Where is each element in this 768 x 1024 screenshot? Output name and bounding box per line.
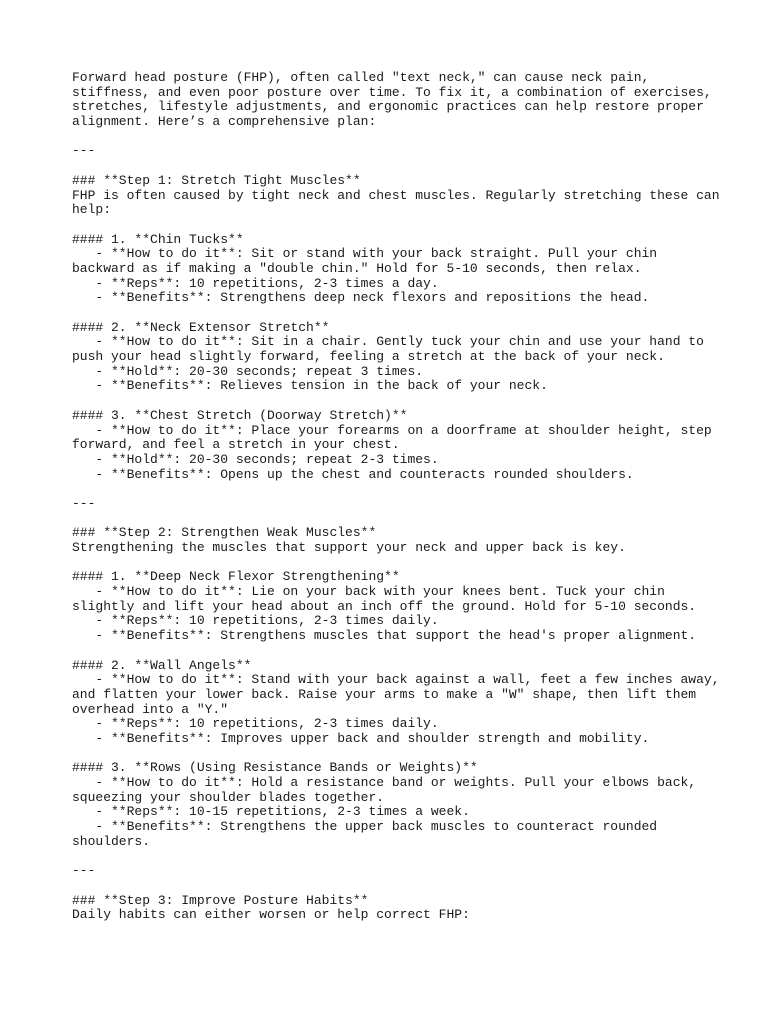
- body-text-line: stretches, lifestyle adjustments, and ergonomic practices can help restore proper: [72, 99, 704, 115]
- blank-line: [72, 644, 712, 659]
- body-text-line: push your head slightly forward, feeling a stretch at the back of your neck.: [72, 349, 665, 365]
- body-text-line: and flatten your lower back. Raise your arms to make a "W" shape, then lift them: [72, 686, 697, 702]
- blank-line: [72, 394, 712, 409]
- body-text-line: overhead into a "Y.": [72, 701, 229, 717]
- bullet-line: - **Benefits**: Strengthens deep neck flexors and repositions the head.: [72, 290, 650, 306]
- subheading-line: #### 3. **Rows (Using Resistance Bands or Weights)**: [72, 760, 478, 776]
- horizontal-rule: ---: [72, 863, 96, 879]
- bullet-line: - **Benefits**: Opens up the chest and counteracts rounded shoulders.: [72, 466, 634, 482]
- subheading-line: #### 3. **Chest Stretch (Doorway Stretch)**: [72, 407, 408, 423]
- bullet-line: - **How to do it**: Hold a resistance band or weights. Pull your elbows back,: [72, 775, 697, 790]
- bullet-line: - **Benefits**: Strengthens muscles that support the head's proper alignment.: [72, 628, 697, 644]
- body-text-line: slightly and lift your head about an inch off the ground. Hold for 5-10 seconds.: [72, 598, 697, 614]
- heading-line: ### **Step 3: Improve Posture Habits**: [72, 892, 369, 908]
- bullet-line: - **How to do it**: Sit or stand with your back straight. Pull your chin: [72, 246, 658, 262]
- subheading-line: #### 2. **Wall Angels**: [72, 657, 252, 673]
- body-text-line: backward as if making a "double chin." Hold for 5-10 seconds, then relax.: [72, 260, 642, 276]
- blank-line: [72, 556, 712, 571]
- bullet-line: - **Reps**: 10 repetitions, 2-3 times daily.: [72, 716, 439, 732]
- body-text-line: shoulders.: [72, 833, 151, 849]
- body-text-line: FHP is often caused by tight neck and chest muscles. Regularly stretching these can: [72, 187, 720, 203]
- body-text-line: forward, and feel a stretch in your chest.: [72, 437, 400, 453]
- bullet-line: - **Hold**: 20-30 seconds; repeat 3 times.: [72, 363, 424, 379]
- blank-line: [72, 512, 712, 527]
- horizontal-rule: ---: [72, 143, 96, 159]
- bullet-line: - **Reps**: 10 repetitions, 2-3 times daily.: [72, 613, 439, 629]
- body-text-line: Strengthening the muscles that support your neck and upper back is key.: [72, 540, 626, 555]
- heading-line: ### **Step 1: Stretch Tight Muscles**: [72, 172, 361, 188]
- heading-line: ### **Step 2: Strengthen Weak Muscles**: [72, 525, 377, 541]
- blank-line: [72, 159, 712, 174]
- bullet-line: - **How to do it**: Sit in a chair. Gently tuck your chin and use your hand to: [72, 334, 704, 350]
- blank-line: [72, 747, 712, 762]
- bullet-line: - **How to do it**: Stand with your back against a wall, feet a few inches away,: [72, 672, 720, 688]
- body-text-line: Daily habits can either worsen or help correct FHP:: [72, 907, 470, 923]
- blank-line: [72, 218, 712, 233]
- bullet-line: - **Reps**: 10-15 repetitions, 2-3 times a week.: [72, 804, 470, 820]
- horizontal-rule: ---: [72, 495, 96, 511]
- bullet-line: - **Reps**: 10 repetitions, 2-3 times a day.: [72, 275, 439, 291]
- bullet-line: - **Benefits**: Strengthens the upper back muscles to counteract rounded: [72, 819, 658, 835]
- body-text-line: help:: [72, 202, 112, 218]
- body-text-line: stiffness, and even poor posture over time. To fix it, a combination of exercises,: [72, 84, 712, 100]
- blank-line: [72, 306, 712, 321]
- bullet-line: - **How to do it**: Lie on your back with your knees bent. Tuck your chin: [72, 584, 665, 600]
- blank-line: [72, 482, 712, 497]
- bullet-line: - **Benefits**: Improves upper back and shoulder strength and mobility.: [72, 730, 650, 746]
- subheading-line: #### 1. **Chin Tucks**: [72, 231, 244, 247]
- blank-line: [72, 130, 712, 145]
- subheading-line: #### 1. **Deep Neck Flexor Strengthening**: [72, 569, 400, 585]
- body-text-line: alignment. Here’s a comprehensive plan:: [72, 114, 377, 130]
- bullet-line: - **Benefits**: Relieves tension in the back of your neck.: [72, 378, 548, 394]
- blank-line: [72, 879, 712, 894]
- body-text-line: Forward head posture (FHP), often called "text neck," can cause neck pain,: [72, 70, 650, 85]
- bullet-line: - **Hold**: 20-30 seconds; repeat 2-3 times.: [72, 451, 439, 467]
- blank-line: [72, 849, 712, 864]
- document-page: [72, 70, 720, 923]
- bullet-line: - **How to do it**: Place your forearms on a doorframe at shoulder height, step: [72, 422, 712, 438]
- subheading-line: #### 2. **Neck Extensor Stretch**: [72, 319, 330, 335]
- body-text-line: squeezing your shoulder blades together.: [72, 789, 385, 805]
